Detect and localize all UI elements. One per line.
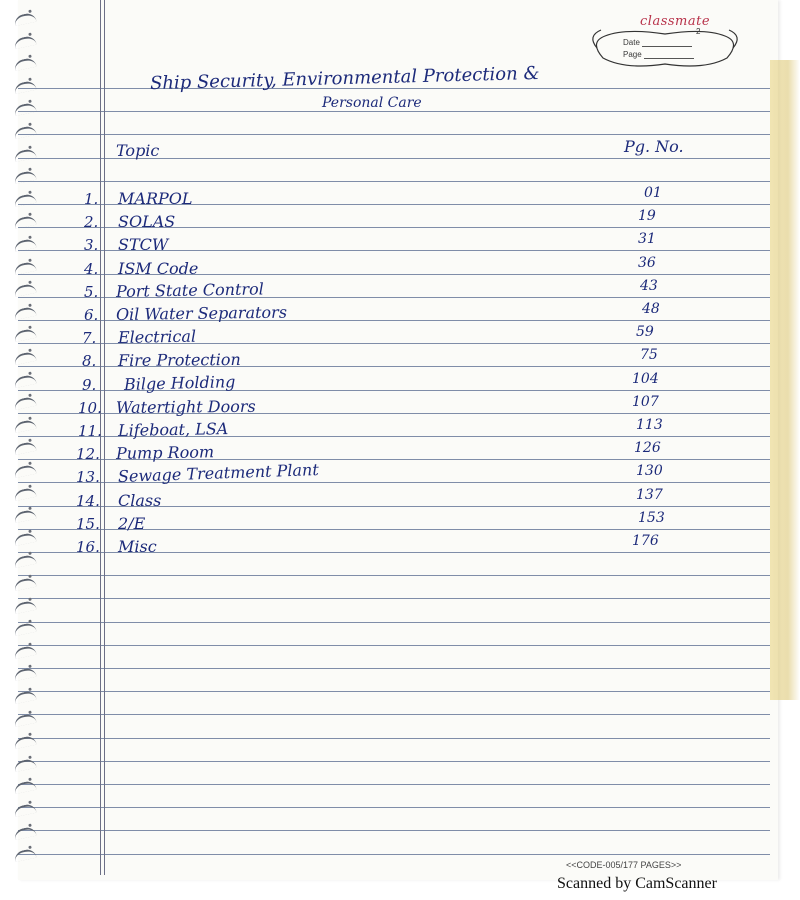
entry-topic: Class [118, 490, 162, 510]
classmate-stamp [585, 14, 745, 70]
ruled-line [18, 784, 770, 785]
page-edge-shadow [770, 60, 800, 700]
entry-number: 10. [78, 398, 102, 417]
entry-topic: Port State Control [115, 279, 264, 301]
entry-page-number: 137 [636, 486, 663, 503]
entry-topic: Electrical [117, 326, 197, 348]
entry-page-number: 75 [640, 347, 658, 364]
entry-topic: Pump Room [115, 442, 215, 464]
stamp-page-number: 2 [696, 27, 701, 36]
entry-page-number: 104 [632, 370, 659, 387]
entry-topic: Lifeboat, LSA [117, 419, 229, 440]
entry-topic: 2/E [118, 513, 146, 533]
entry-page-number: 36 [638, 254, 656, 271]
entry-topic: ISM Code [118, 258, 199, 278]
entry-page-number: 113 [636, 417, 663, 433]
date-field [623, 38, 692, 47]
ruled-line [18, 854, 770, 855]
entry-page-number: 19 [638, 208, 656, 225]
ruled-line [18, 807, 770, 808]
ruled-line [18, 714, 770, 715]
scanner-watermark: Scanned by CamScanner [557, 875, 717, 892]
entry-number: 1. [84, 190, 99, 208]
entry-number: 2. [84, 213, 99, 232]
entry-topic: Bilge Holding [123, 371, 236, 394]
ruled-line [18, 88, 770, 89]
entry-topic: MARPOL [118, 189, 193, 208]
entry-topic: STCW [118, 235, 169, 255]
ruled-line [18, 134, 770, 135]
entry-number: 7. [82, 329, 97, 348]
entry-number: 9. [82, 375, 97, 394]
ruled-line [18, 738, 770, 739]
date-label: Date [623, 38, 640, 47]
entry-page-number: 48 [642, 301, 660, 317]
entry-number: 8. [82, 352, 97, 371]
margin-line [104, 0, 105, 875]
entry-topic: Misc [118, 537, 157, 556]
page-number-column-header: Pg. No. [624, 137, 684, 156]
ruled-line [18, 575, 770, 576]
topic-column-header: Topic [116, 141, 160, 160]
brand-logo: classmate [640, 14, 711, 29]
entry-number: 13. [76, 468, 100, 487]
entry-page-number: 01 [644, 185, 662, 201]
entry-page-number: 153 [638, 509, 665, 526]
ruled-line [18, 645, 770, 646]
entry-number: 6. [84, 306, 99, 324]
entry-page-number: 126 [634, 440, 661, 457]
page-code: <<CODE-005/177 PAGES>> [566, 860, 682, 870]
entry-topic: Sewage Treatment Plant [117, 460, 320, 487]
entry-page-number: 107 [632, 393, 659, 410]
entry-number: 16. [76, 538, 100, 556]
entry-number: 3. [84, 236, 99, 255]
ruled-line [18, 761, 770, 762]
ruled-line [18, 181, 770, 182]
entry-number: 15. [76, 514, 100, 533]
ruled-line [18, 111, 770, 112]
entry-number: 12. [76, 445, 100, 464]
notebook-paper [18, 0, 778, 880]
entry-topic: Oil Water Separators [115, 302, 288, 324]
page-subtitle: Personal Care [322, 95, 422, 111]
ruled-line [18, 668, 770, 669]
entry-number: 4. [84, 259, 99, 278]
page-title: Ship Security, Environmental Protection & [149, 62, 540, 95]
ruled-line [18, 622, 770, 623]
entry-topic: Fire Protection [117, 350, 241, 371]
entry-number: 5. [84, 282, 99, 301]
entry-number: 11. [78, 422, 102, 440]
page-label: Page [623, 50, 642, 59]
entry-topic: SOLAS [118, 212, 176, 232]
entry-page-number: 130 [636, 463, 663, 480]
page-field [623, 50, 694, 59]
ruled-line [18, 830, 770, 831]
entry-page-number: 43 [640, 277, 658, 294]
entry-number: 14. [76, 491, 100, 510]
entry-page-number: 31 [638, 231, 656, 248]
ruled-line [18, 691, 770, 692]
entry-page-number: 59 [636, 324, 654, 341]
entry-topic: Watertight Doors [115, 396, 256, 417]
entry-page-number: 176 [632, 533, 659, 549]
ruled-line [18, 598, 770, 599]
